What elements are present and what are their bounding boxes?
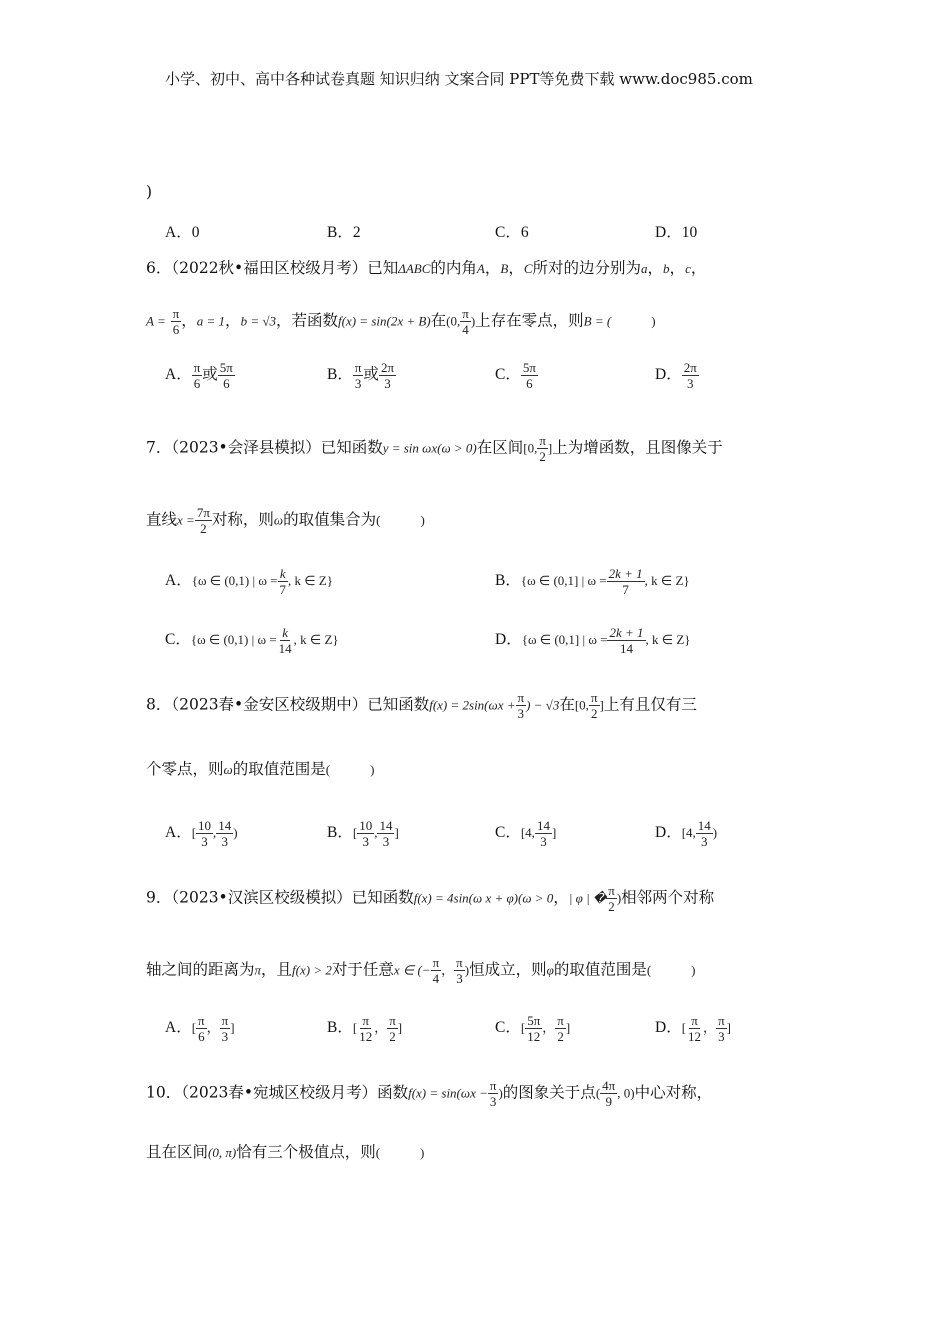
q7-option-b: B．{ω ∈ (0,1] | ω = $\frac{2k + 1}{7}$ , k ∈ Z} <box>495 566 690 597</box>
q6-stem-line2: A = $\frac{\pi}{6}$ ，a = 1，b = √3，若函数f(x) = sin(2x + B)在(0, $\frac{\pi}{4}$ )上存在零点，则B = ( ) <box>146 306 656 337</box>
q8-stem-line2: 个零点，则ω的取值范围是( ) <box>146 760 375 778</box>
q8-option-d: D．[4, $\frac{14}{3}$ ) <box>655 818 718 849</box>
q9-option-c: C．[ $\frac{5\pi}{12}$ ， $\frac{\pi}{2}$ ] <box>495 1013 571 1044</box>
q5-option-a: A．0 <box>165 224 200 241</box>
q8-stem-line1: 8．（2023春•金安区校级期中）已知函数f(x) = 2sin(ωx + $\frac{\pi}{3}$ ) − √3在[0, $\frac{\pi}{2}$ ]上有且仅有三 <box>146 690 697 721</box>
page-header: 小学、初中、高中各种试卷真题 知识归纳 文案合同 PPT等免费下载 www.doc985.com <box>165 70 753 88</box>
q9-stem-line2: 轴之间的距离为π，且f(x) > 2对于任意x ∈ (− $\frac{\pi}{4}$ ， $\frac{\pi}{3}$ )恒成立，则φ的取值范围是( ) <box>146 955 696 986</box>
q9-option-b: B．[ $\frac{\pi}{12}$ ， $\frac{\pi}{2}$ ] <box>327 1013 403 1044</box>
q6-option-a: A． $\frac{\pi}{6}$ 或 $\frac{5\pi}{6}$ <box>165 360 233 391</box>
q8-option-a: A．[ $\frac{10}{3}$ , $\frac{14}{3}$ ) <box>165 818 238 849</box>
q8-option-b: B．[ $\frac{10}{3}$ , $\frac{14}{3}$ ] <box>327 818 399 849</box>
q7-stem-line2: 直线x = $\frac{7\pi}{2}$ 对称，则ω的取值集合为( ) <box>146 505 425 536</box>
q7-option-d: D．{ω ∈ (0,1] | ω = $\frac{2k + 1}{14}$ , k ∈ Z} <box>495 625 691 656</box>
q9-option-a: A．[ $\frac{\pi}{6}$ ， $\frac{\pi}{3}$ ] <box>165 1013 235 1044</box>
q7-stem-line1: 7．（2023•会泽县模拟）已知函数y = sin ωx(ω > 0)在区间[0, $\frac{\pi}{2}$ ]上为增函数，且图像关于 <box>146 433 723 464</box>
q5-option-c: C．6 <box>495 224 529 241</box>
q6-option-c: C． $\frac{5\pi}{6}$ <box>495 360 536 391</box>
q7-option-c: C．{ω ∈ (0,1) | ω = $\frac{k}{14}$ , k ∈ Z} <box>165 625 339 656</box>
q7-option-a: A．{ω ∈ (0,1) | ω = $\frac{k}{7}$ , k ∈ Z} <box>165 566 333 597</box>
q10-stem-line2: 且在区间(0, π)恰有三个极值点，则( ) <box>146 1143 425 1161</box>
q5-tail: ) <box>146 183 153 201</box>
q5-option-b: B．2 <box>327 224 361 241</box>
q10-stem-line1: 10．（2023春•宛城区校级月考）函数f(x) = sin(ωx − $\frac{\pi}{3}$ )的图象关于点( $\frac{4\pi}{9}$ , 0)中心对称， <box>146 1078 713 1109</box>
q6-stem-line1: 6．（2022秋•福田区校级月考）已知ΔABC的内角A，B，C所对的边分别为a，b，c， <box>146 259 707 277</box>
q9-option-d: D．[ $\frac{\pi}{12}$ ， $\frac{\pi}{3}$ ] <box>655 1013 731 1044</box>
q5-option-d: D．10 <box>655 224 698 241</box>
q6-option-b: B． $\frac{\pi}{3}$ 或 $\frac{2\pi}{3}$ <box>327 360 395 391</box>
q9-stem-line1: 9．（2023•汉滨区校级模拟）已知函数f(x) = 4sin(ω x + φ)(ω > 0，| φ | � $\frac{\pi}{2}$ )相邻两个对称 <box>146 883 715 914</box>
q8-option-c: C．[4, $\frac{14}{3}$ ] <box>495 818 557 849</box>
fraction: $\frac{\pi}{6}$ <box>172 306 180 337</box>
q6-option-d: D． $\frac{2\pi}{3}$ <box>655 360 697 391</box>
